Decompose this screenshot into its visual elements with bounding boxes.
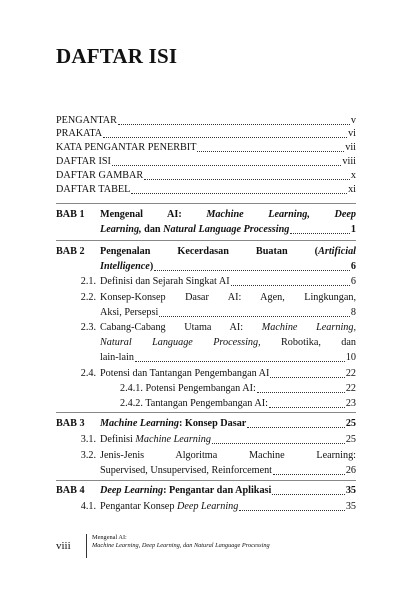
chapter-title-line-1: Pengenalan Kecerdasan Buatan (Artificial xyxy=(100,246,356,257)
toc-entry-label: Machine Learning: Konsep Dasar xyxy=(100,418,247,429)
dot-leader xyxy=(270,376,344,378)
divider xyxy=(56,240,356,241)
toc-entry-daftar-gambar[interactable] xyxy=(56,168,356,183)
section-number: 3.2. xyxy=(80,450,96,461)
dot-leader xyxy=(212,442,345,444)
toc-entry-page: 6 xyxy=(350,261,356,272)
section-number: 3.1. xyxy=(80,434,96,445)
toc-entry-label: DAFTAR GAMBAR xyxy=(56,170,144,181)
dot-leader xyxy=(144,178,350,180)
section-number: 2.3. xyxy=(80,322,96,333)
section-title-line-1: Jenis-Jenis Algoritma Machine Learning: xyxy=(100,450,356,461)
toc-entry-page: 8 xyxy=(350,307,356,318)
chapter-number: BAB 2 xyxy=(56,246,85,257)
toc-chapter-2[interactable] xyxy=(56,244,356,274)
section-number: 4.1. xyxy=(80,501,96,512)
toc-entry-page: 22 xyxy=(345,383,356,394)
section-number: 2.1. xyxy=(80,276,96,287)
dot-leader xyxy=(118,123,350,125)
section-title-line-1: Konsep-Konsep Dasar AI: Agen, Lingkungan, xyxy=(100,292,356,303)
toc-entry-page: 35 xyxy=(345,485,356,496)
toc-entry-label: 2.4.1. Potensi Pengembangan AI: xyxy=(120,383,256,394)
toc-entry-label: lain-lain xyxy=(100,352,134,363)
toc-entry-label: Definisi Machine Learning xyxy=(100,434,211,445)
footer-running-title xyxy=(92,534,352,550)
dot-leader xyxy=(272,493,344,495)
toc-entry-page: 10 xyxy=(345,352,356,363)
dot-leader xyxy=(257,391,345,393)
toc-entry-page: xi xyxy=(348,184,356,195)
toc-entry-label: DAFTAR TABEL xyxy=(56,184,131,195)
dot-leader xyxy=(103,136,347,138)
toc-entry-page: 1 xyxy=(350,224,356,235)
toc-entry-label: Aksi, Persepsi xyxy=(100,307,159,318)
toc-section-2-2[interactable] xyxy=(56,290,356,320)
toc-entry-label: Definisi dan Sejarah Singkat AI xyxy=(100,276,230,287)
chapter-title-line-2: Intelligence) 6 xyxy=(100,261,356,272)
toc-entry-page: v xyxy=(350,115,356,126)
section-number: 2.4. xyxy=(80,368,96,379)
section-title-line-2: Natural Language Processing, Robotika, dan xyxy=(100,337,356,348)
divider xyxy=(56,203,356,204)
toc-entry-page: 6 xyxy=(350,276,356,287)
toc-entry-daftar-tabel[interactable] xyxy=(56,182,356,197)
dot-leader xyxy=(159,315,350,317)
toc-entry-prakata[interactable] xyxy=(56,126,356,141)
toc-entry-page: 25 xyxy=(345,418,356,429)
toc-entry-label: DAFTAR ISI xyxy=(56,156,111,167)
dot-leader xyxy=(135,360,345,362)
toc-entry-page: vi xyxy=(348,128,356,139)
chapter-number: BAB 3 xyxy=(56,418,85,429)
chapter-number: BAB 4 xyxy=(56,485,85,496)
divider xyxy=(56,480,356,481)
toc-entry-page: 26 xyxy=(345,465,356,476)
toc-entry-page: viii xyxy=(342,156,356,167)
dot-leader xyxy=(269,406,345,408)
divider xyxy=(56,412,356,413)
toc-entry-page: 35 xyxy=(345,501,356,512)
chapter-title-line-2: Learning, dan Natural Language Processing 1 xyxy=(100,224,356,235)
section-title-line-1: Cabang-Cabang Utama AI: Machine Learning, xyxy=(100,322,357,333)
toc-entry-page: vii xyxy=(345,142,356,153)
toc-entry-label: Supervised, Unsupervised, Reinforcement xyxy=(100,465,273,476)
footer-page-number: viii xyxy=(56,540,71,552)
toc-entry-label: Pengantar Konsep Deep Learning xyxy=(100,501,239,512)
toc-entry-kata-pengantar-penerbit[interactable] xyxy=(56,140,356,155)
page-title: DAFTAR ISI xyxy=(56,44,178,68)
chapter-number: BAB 1 xyxy=(56,209,85,220)
dot-leader xyxy=(154,269,350,271)
toc-entry-page: x xyxy=(350,170,356,181)
toc-entry-label: Potensi dan Tantangan Pengembangan AI xyxy=(100,368,270,379)
footer-divider xyxy=(86,534,87,558)
toc-entry-page: 22 xyxy=(345,368,356,379)
toc-entry-label: KATA PENGANTAR PENERBIT xyxy=(56,142,197,153)
toc-entry-label: Deep Learning: Pengantar dan Aplikasi xyxy=(100,485,272,496)
toc-chapter-1[interactable] xyxy=(56,207,356,237)
toc-section-2-3[interactable] xyxy=(56,320,356,365)
toc-entry-page: 23 xyxy=(345,398,356,409)
dot-leader xyxy=(112,164,341,166)
toc-section-3-2[interactable] xyxy=(56,448,356,478)
footer-line-2: Machine Learning, Deep Learning, dan Natural Language Processing xyxy=(92,542,270,549)
dot-leader xyxy=(197,150,344,152)
dot-leader xyxy=(273,473,345,475)
section-number: 2.2. xyxy=(80,292,96,303)
toc-entry-daftar-isi[interactable] xyxy=(56,154,356,169)
dot-leader xyxy=(231,284,350,286)
dot-leader xyxy=(239,509,344,511)
toc-entry-page: 25 xyxy=(345,434,356,445)
dot-leader xyxy=(247,426,344,428)
chapter-title-line-1: Mengenal AI: Machine Learning, Deep xyxy=(100,209,356,220)
toc-entry-label: 2.4.2. Tantangan Pengembangan AI: xyxy=(120,398,268,409)
dot-leader xyxy=(131,192,347,194)
toc-entry-label: PRAKATA xyxy=(56,128,103,139)
toc-entry-label: PENGANTAR xyxy=(56,115,117,126)
dot-leader xyxy=(290,232,350,234)
footer-line-1: Mengenal AI: xyxy=(92,534,127,541)
